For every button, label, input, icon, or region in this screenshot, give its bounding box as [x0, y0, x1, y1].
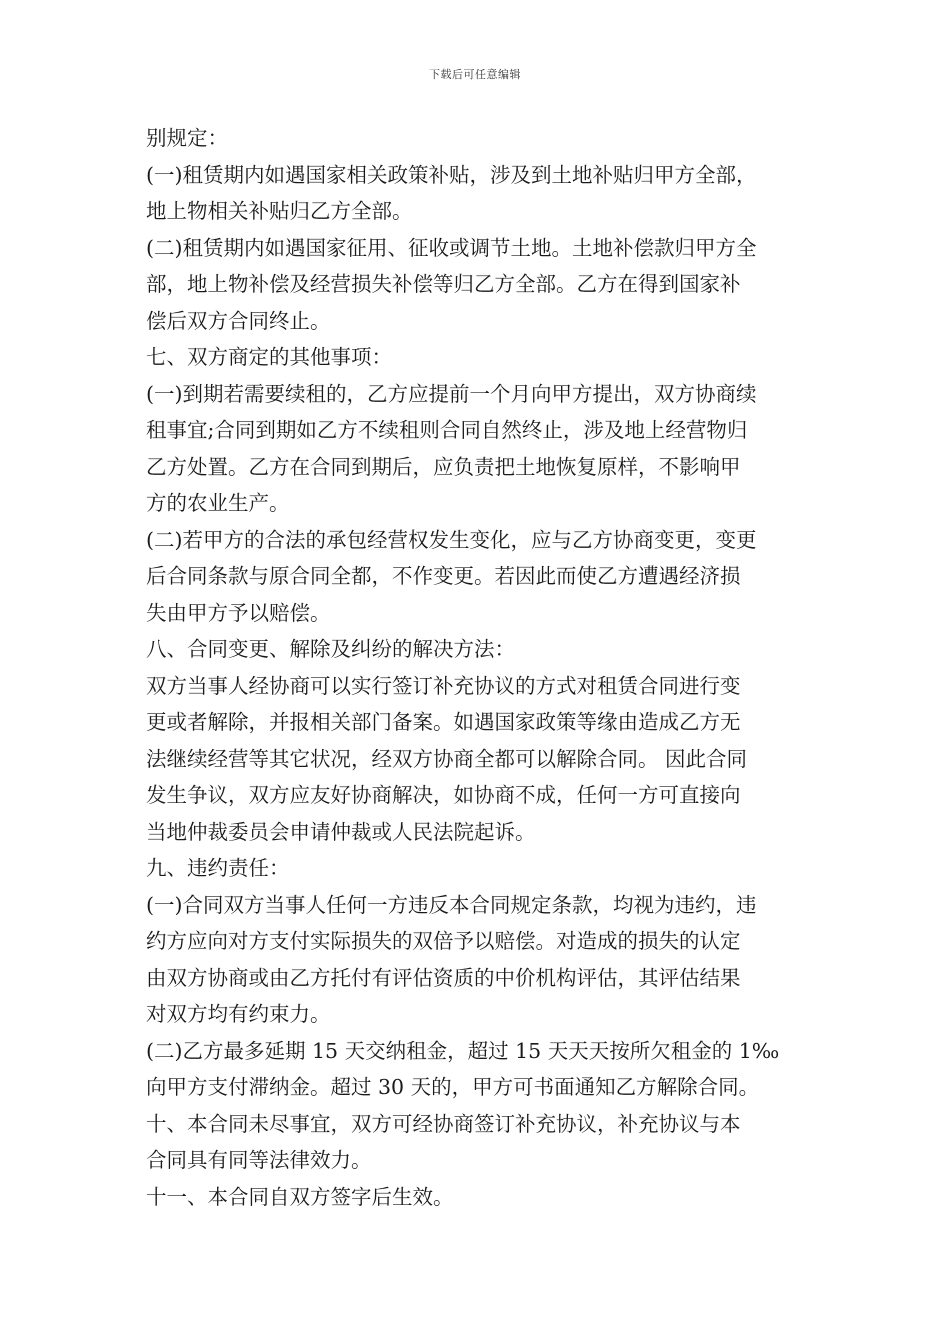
document-body [146, 120, 812, 1215]
text-line: 由双方协商或由乙方托付有评估资质的中价机构评估，其评估结果 [146, 965, 741, 990]
text-line: 向甲方支付滞纳金。超过 30 天的，甲方可书面通知乙方解除合同。 [146, 1075, 760, 1099]
section-heading: 七、双方商定的其他事项： [146, 345, 392, 369]
text-line: (二)租赁期内如遇国家征用、征收或调节土地。土地补偿款归甲方全 [146, 235, 757, 260]
text-line: 对双方均有约束力。 [146, 1002, 331, 1026]
text-line: 租事宜;合同到期如乙方不续租则合同自然终止，涉及地上经营物归 [146, 418, 748, 442]
text-line: 方的农业生产。 [146, 491, 290, 515]
text-line: (一)到期若需要续租的，乙方应提前一个月向甲方提出，双方协商续 [146, 381, 757, 406]
text-line: 双方当事人经协商可以实行签订补充协议的方式对租赁合同进行变 [146, 673, 741, 698]
text-line: 失由甲方予以赔偿。 [146, 600, 331, 625]
text-line: 合同具有同等法律效力。 [146, 1148, 372, 1172]
text-line: 地上物相关补贴归乙方全部。 [146, 199, 413, 223]
text-line: 约方应向对方支付实际损失的双倍予以赔偿。对造成的损失的认定 [146, 929, 741, 953]
text-line: 当地仲裁委员会申请仲裁或人民法院起诉。 [146, 819, 536, 844]
section-heading: 十一、本合同自双方签字后生效。 [146, 1184, 454, 1209]
text-line: (一)租赁期内如遇国家相关政策补贴，涉及到土地补贴归甲方全部， [146, 162, 757, 187]
text-line: 部，地上物补偿及经营损失补偿等归乙方全部。乙方在得到国家补 [146, 272, 741, 296]
text-line: 乙方处置。乙方在合同到期后，应负责把土地恢复原样，不影响甲 [146, 454, 741, 479]
text-line: (二)若甲方的合法的承包经营权发生变化，应与乙方协商变更，变更 [146, 527, 757, 552]
page-header-note: 下载后可任意编辑 [429, 68, 521, 81]
text-line: 发生争议，双方应友好协商解决，如协商不成，任何一方可直接向 [146, 783, 741, 807]
text-line: (二)乙方最多延期 15 天交纳租金，超过 15 天天天按所欠租金的 1‰ [146, 1038, 780, 1063]
text-line: 别规定： [146, 126, 228, 150]
text-line: 偿后双方合同终止。 [146, 308, 331, 333]
section-heading: 八、合同变更、解除及纠纷的解决方法： [146, 637, 515, 661]
text-line: (一)合同双方当事人任何一方违反本合同规定条款，均视为违约，违 [146, 892, 757, 917]
text-line: 法继续经营等其它状况，经双方协商全都可以解除合同。 因此合同 [146, 746, 748, 771]
section-heading: 九、违约责任： [146, 856, 290, 880]
text-line: 后合同条款与原合同全都，不作变更。若因此而使乙方遭遇经济损 [146, 564, 741, 588]
section-heading: 十、本合同未尽事宜，双方可经协商签订补充协议，补充协议与本 [146, 1111, 741, 1136]
text-line: 更或者解除，并报相关部门备案。如遇国家政策等缘由造成乙方无 [146, 710, 741, 734]
